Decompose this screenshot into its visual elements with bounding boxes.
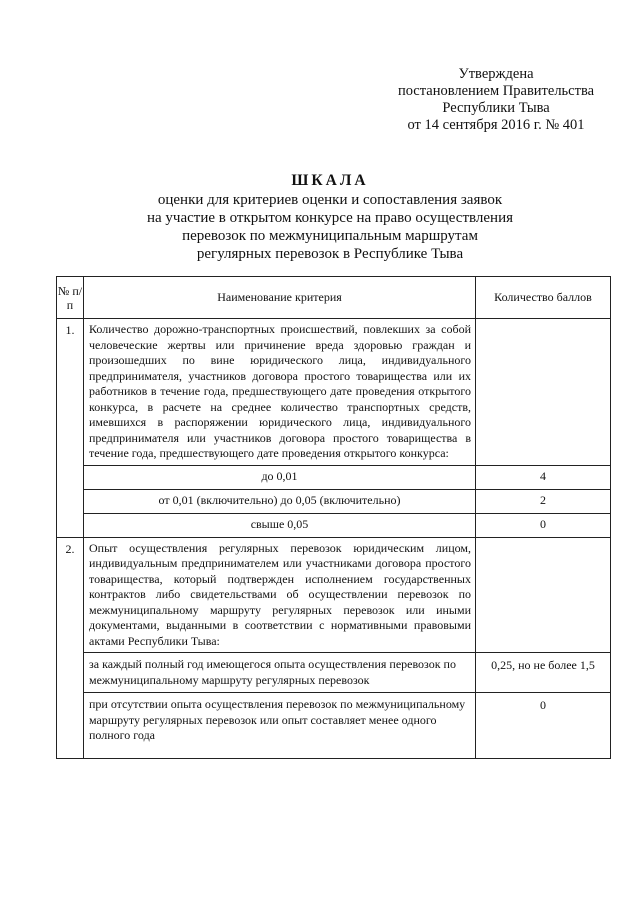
table-row: [57, 653, 611, 693]
table-header-row: [57, 277, 611, 319]
row-1-description: Количество дорожно-транспортных происшествий, повлекших за собой человеческие жертвы или причинение вреда здоровью граждан и произошедших по вине юридического лица, индивидуального предпринимателя, участников договора простого товарищества или их работников в течение года, предшествующего дате проведения открытого конкурса, в расчете на среднее количество транспортных средств, имевшихся в распоряжении юридического лица, индивидуального предпринимателя или участников договора простого товарищества в течение года, предшествующего дате проведения открытого конкурса:: [84, 319, 476, 466]
approval-stamp: [380, 66, 612, 134]
approval-line-1: Утверждена: [458, 66, 534, 82]
title-heading: ШКАЛА: [291, 172, 369, 189]
row-2-option-1-label: за каждый полный год имеющегося опыта осуществления перевозок по межмуниципальному маршруту регулярных перевозок: [84, 653, 476, 693]
title-line-3: перевозок по межмуниципальным маршрутам: [182, 228, 478, 244]
header-name: Наименование критерия: [84, 277, 476, 319]
title-line-2: на участие в открытом конкурсе на право осуществления: [147, 210, 513, 226]
row-1-option-1-points: 4: [476, 465, 611, 489]
table-row: [57, 489, 611, 513]
row-2-option-2-points: 0: [476, 693, 611, 759]
document-title: [60, 172, 600, 263]
header-points: Количество баллов: [476, 277, 611, 319]
row-1-num: 1.: [57, 319, 84, 538]
row-2-option-2-label: при отсутствии опыта осуществления перевозок по межмуниципальному маршруту регулярных перевозок или опыт составляет менее одного полного года: [84, 693, 476, 759]
table-row: [57, 693, 611, 759]
row-2-description: Опыт осуществления регулярных перевозок юридическим лицом, индивидуальным предпринимателем или участниками договора простого товарищества, который подтвержден исполнением государственных контрактов либо свидетельствами об осуществлении перевозок по межмуниципальному маршруту регулярных перевозок или иными документами, выданными в соответствии с нормативными правовыми актами Республики Тыва:: [84, 537, 476, 653]
title-line-4: регулярных перевозок в Республике Тыва: [196, 246, 464, 262]
header-num: № п/п: [57, 277, 84, 319]
approval-line-3: Республики Тыва: [442, 100, 550, 116]
table-row: [57, 513, 611, 537]
criteria-table: [56, 276, 611, 759]
approval-line-2: постановлением Правительства: [397, 83, 595, 99]
table-row: [57, 537, 611, 653]
row-1-option-2-label: от 0,01 (включительно) до 0,05 (включительно): [84, 489, 476, 513]
row-1-points-empty: [476, 319, 611, 466]
table-row: [57, 319, 611, 466]
title-line-1: оценки для критериев оценки и сопоставления заявок: [157, 192, 503, 208]
row-2-points-empty: [476, 537, 611, 653]
approval-line-4: от 14 сентября 2016 г. № 401: [407, 117, 585, 133]
row-2-num: 2.: [57, 537, 84, 758]
table-row: [57, 465, 611, 489]
row-1-option-1-label: до 0,01: [84, 465, 476, 489]
row-1-option-3-points: 0: [476, 513, 611, 537]
row-1-option-2-points: 2: [476, 489, 611, 513]
row-1-option-3-label: свыше 0,05: [84, 513, 476, 537]
row-2-option-1-points: 0,25, но не более 1,5: [476, 653, 611, 693]
